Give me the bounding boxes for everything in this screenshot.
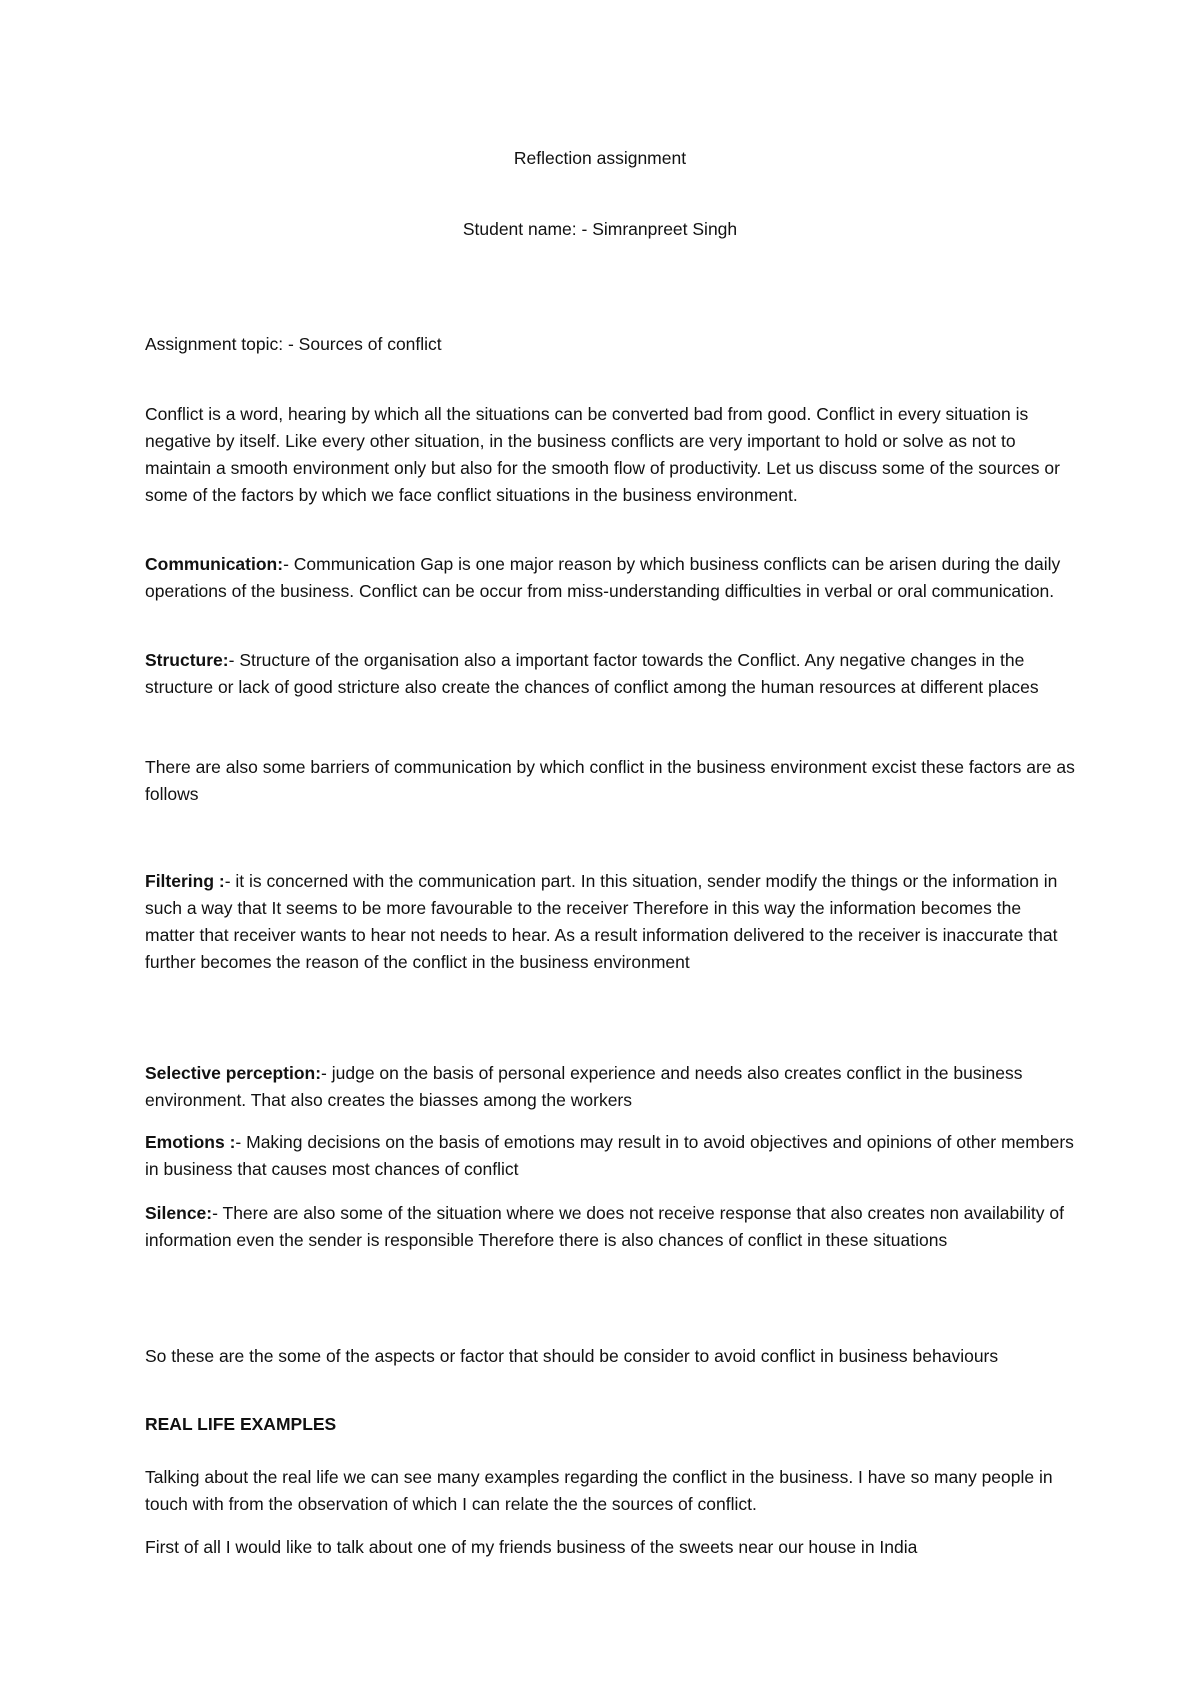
filtering-text: - it is concerned with the communication part. In this situation, sender modify the things or the information in such a way that It seems to be more favourable to the receiver Therefore in this way the information becomes the matter that receiver wants to hear not needs to hear. As a result information delivered to the receiver is inaccurate that further becomes the reason of the conflict in the business environment	[145, 871, 1058, 972]
real-life-paragraph-2: First of all I would like to talk about one of my friends business of the sweets near our house in India	[145, 1537, 918, 1557]
document-title: Reflection assignment	[513, 148, 687, 168]
emotions-term: Emotions :	[145, 1132, 236, 1152]
communication-paragraph	[145, 551, 1075, 605]
communication-term: Communication:	[145, 554, 284, 574]
communication-text: - Communication Gap is one major reason by which business conflicts can be arisen during the daily operations of the business. Conflict can be occur from miss-understanding difficulties in verbal or oral communication.	[145, 554, 1061, 601]
conclusion-paragraph: So these are the some of the aspects or factor that should be consider to avoid conflict in business behaviours	[145, 1346, 999, 1366]
filtering-paragraph	[145, 868, 1075, 976]
silence-text: - There are also some of the situation where we does not receive response that also creates non availability of information even the sender is responsible Therefore there is also chances of conflict in these situations	[145, 1203, 1064, 1250]
real-life-paragraph-1: Talking about the real life we can see many examples regarding the conflict in the business. I have so many people in touch with from the observation of which I can relate the the sources of conflict.	[145, 1467, 1053, 1514]
filtering-term: Filtering :	[145, 871, 225, 891]
structure-paragraph	[145, 647, 1075, 701]
assignment-topic: Assignment topic: - Sources of conflict	[145, 334, 442, 354]
selective-perception-text: - judge on the basis of personal experience and needs also creates conflict in the business environment. That also creates the biasses among the workers	[145, 1063, 1023, 1110]
emotions-text: - Making decisions on the basis of emotions may result in to avoid objectives and opinions of other members in business that causes most chances of conflict	[145, 1132, 1074, 1179]
silence-term: Silence:	[145, 1203, 213, 1223]
student-name-line: Student name: - Simranpreet Singh	[462, 219, 738, 239]
emotions-paragraph	[145, 1129, 1075, 1183]
intro-paragraph: Conflict is a word, hearing by which all the situations can be converted bad from good. Conflict in every situation is negative by itself. Like every other situation, in the business conflicts are very important to hold or solve as not to maintain a smooth environment only but also for the smooth flow of productivity. Let us discuss some of the sources or some of the factors by which we face conflict situations in the business environment.	[145, 404, 1060, 505]
real-life-heading: REAL LIFE EXAMPLES	[145, 1414, 337, 1434]
silence-paragraph	[145, 1200, 1075, 1254]
barriers-paragraph: There are also some barriers of communication by which conflict in the business environment excist these factors are as follows	[145, 757, 1075, 804]
structure-term: Structure:	[145, 650, 229, 670]
selective-perception-term: Selective perception:	[145, 1063, 322, 1083]
selective-perception-paragraph	[145, 1060, 1075, 1114]
structure-text: - Structure of the organisation also a important factor towards the Conflict. Any negative changes in the structure or lack of good stricture also create the chances of conflict among the human resources at different places	[145, 650, 1039, 697]
